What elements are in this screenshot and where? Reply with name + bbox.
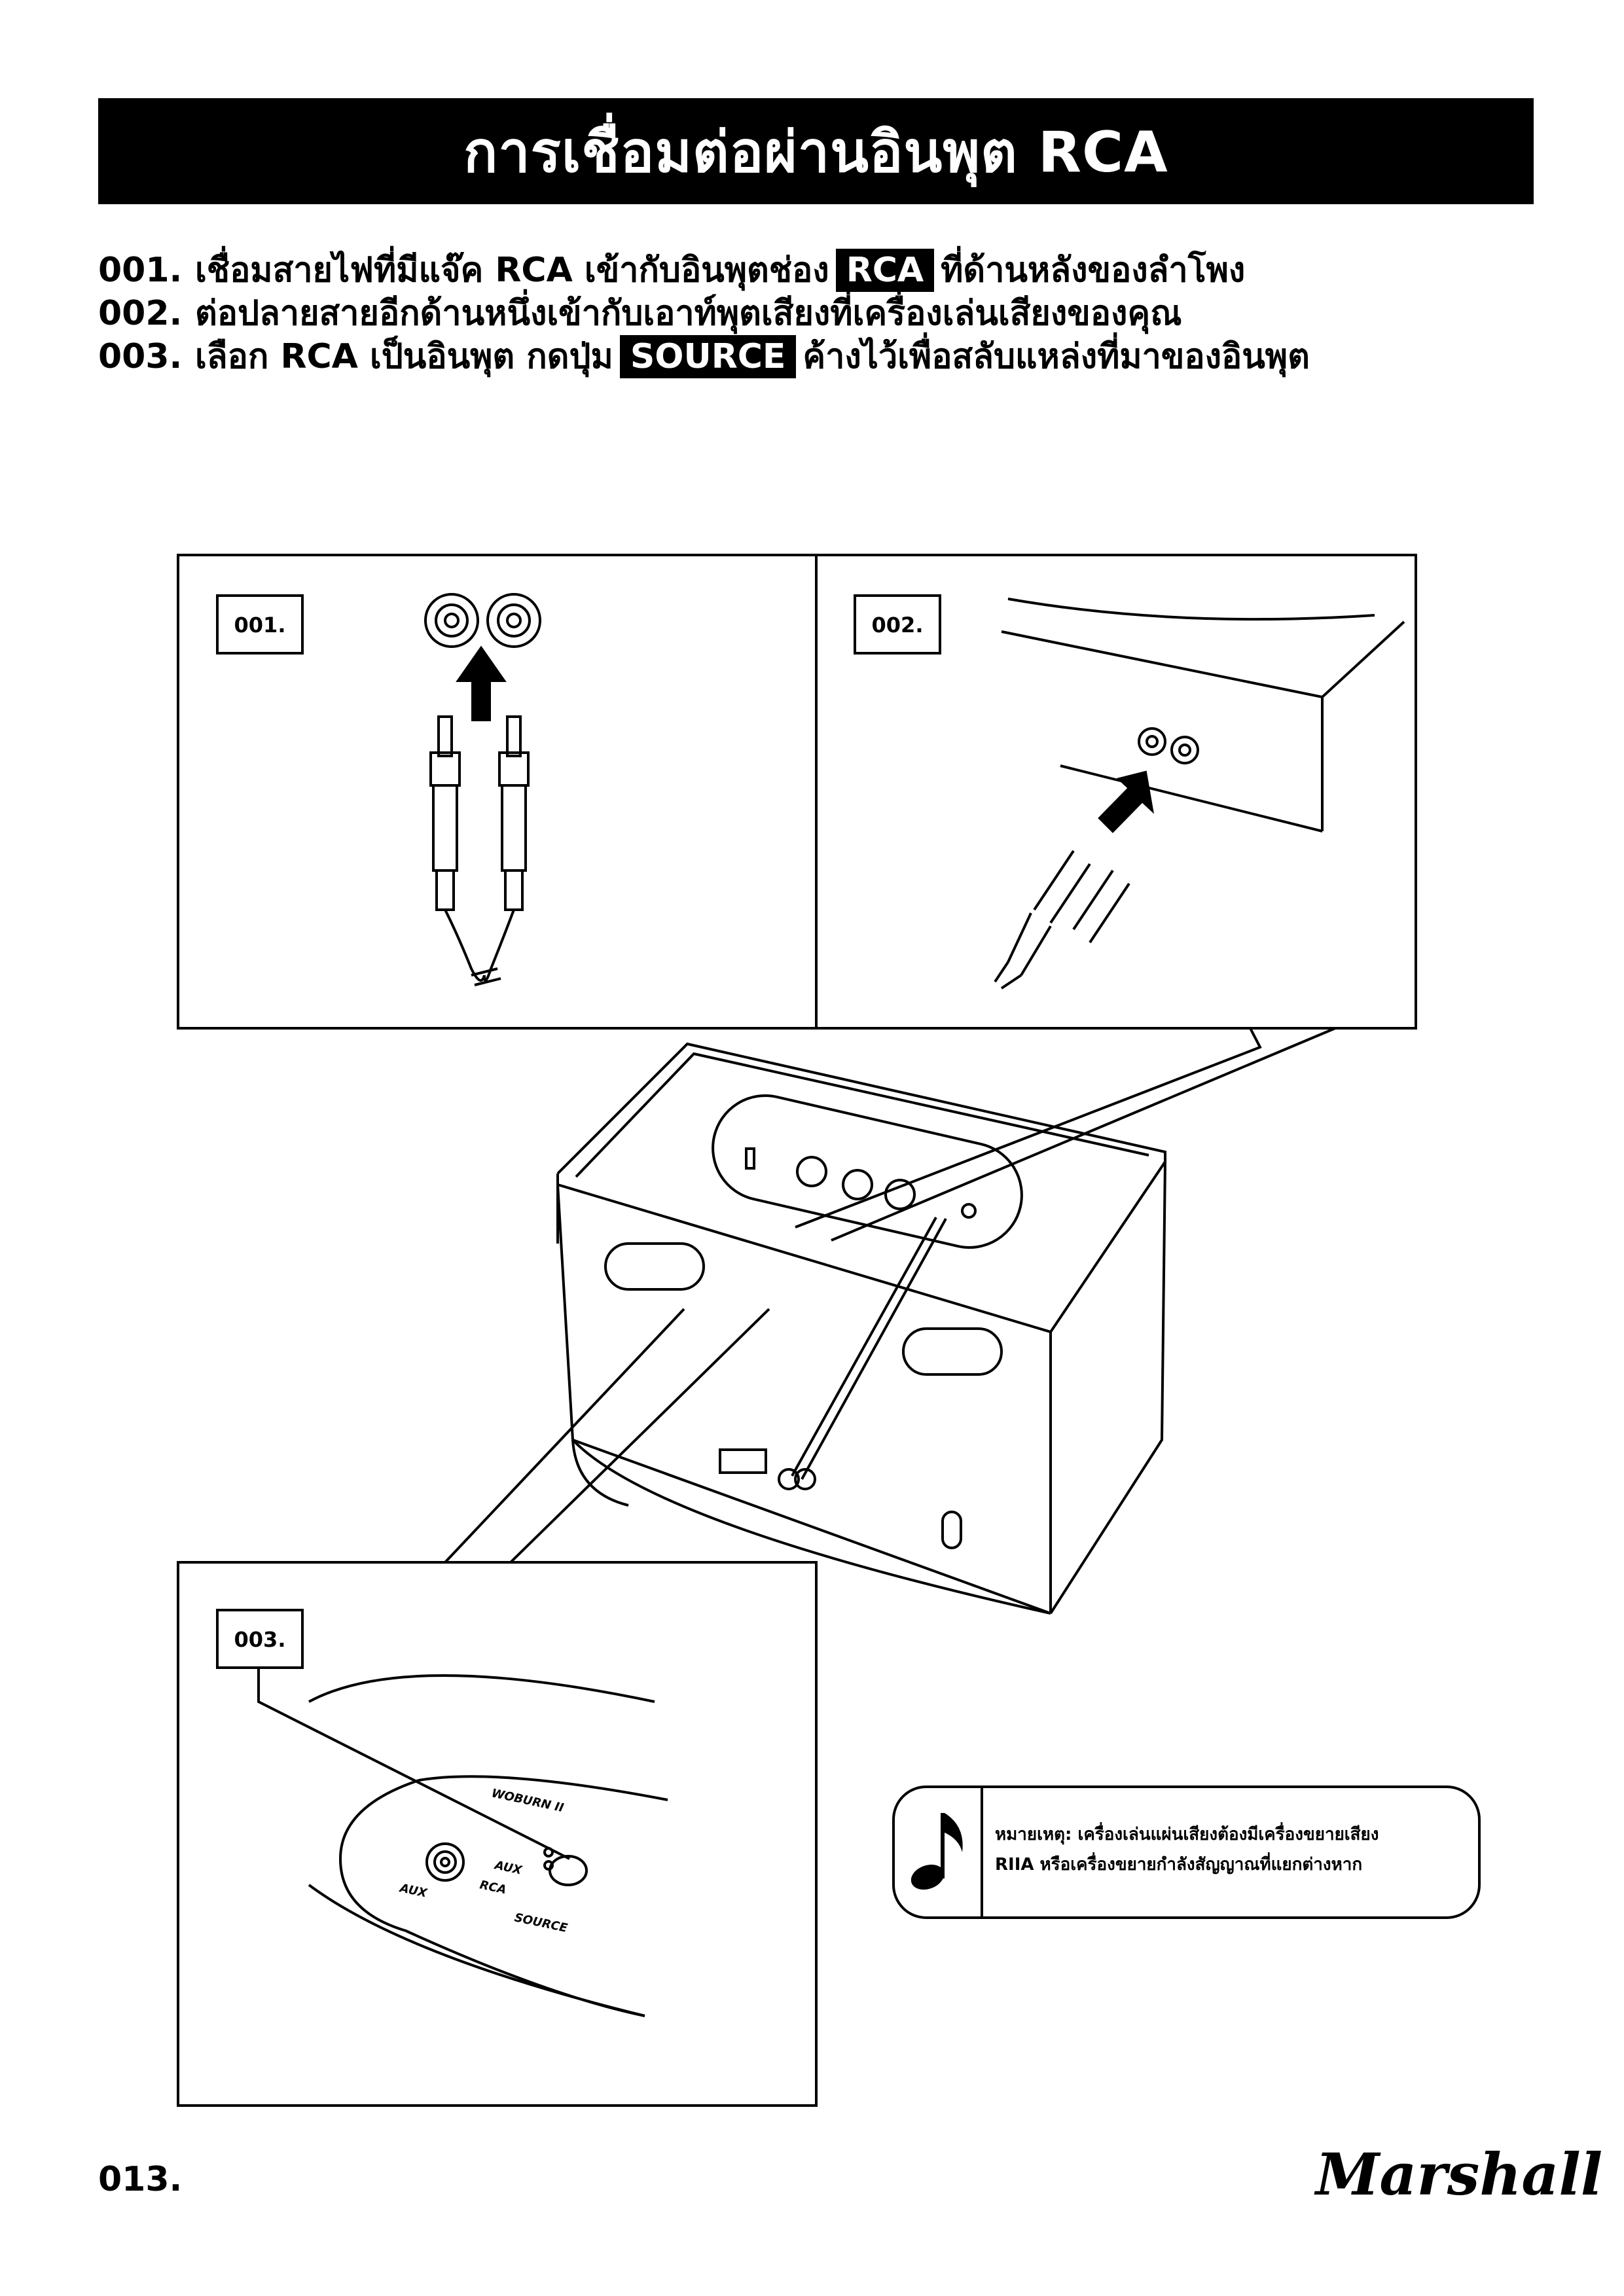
step-number: 002. (98, 294, 183, 333)
panel-002-label: 002. (871, 613, 924, 637)
marshall-logo: Marshall (1316, 2140, 1603, 2208)
step-highlight: SOURCE (620, 335, 797, 378)
aux-small-label: AUX (493, 1858, 524, 1878)
pointer-lines (792, 1217, 946, 1479)
turntable-icon (1001, 599, 1404, 831)
page-number: 013. (98, 2160, 183, 2199)
arrow-diagonal-icon (1100, 772, 1152, 831)
music-note-icon (907, 1813, 962, 1894)
step-text: ต่อปลายสายอีกด้านหนึ่งเข้ากับเอาท์พุตเสียงที่เครื่องเล่นเสียงของคุณ (195, 294, 1182, 333)
model-label: WOBURN II (490, 1786, 565, 1816)
step-text-end: ค้างไว้เพื่อสลับแหล่งที่มาของอินพุต (803, 337, 1310, 376)
callout-line (259, 1668, 569, 1859)
rca-label: RCA (478, 1878, 508, 1897)
speaker-icon (558, 1044, 1165, 1613)
rca-jacks-icon (425, 594, 540, 647)
note-line-2: RIIA หรือเครื่องขยายกำลังสัญญาณที่แยกต่างหาก (995, 1855, 1363, 1874)
control-panel-icon (309, 1676, 668, 2016)
arrow-up-icon (458, 648, 504, 720)
panel-001-label: 001. (234, 613, 286, 637)
step-text: เลือก RCA เป็นอินพุต กดปุ่ม (195, 337, 613, 376)
panel-003-label: 003. (234, 1627, 286, 1652)
rca-plugs-icon (431, 717, 528, 985)
step-number: 001. (98, 251, 183, 290)
step-highlight: RCA (836, 249, 934, 292)
rca-plugs-angled-icon (995, 851, 1129, 988)
step-text: เชื่อมสายไฟที่มีแจ๊ค RCA เข้ากับอินพุตช่อง (195, 251, 829, 290)
note-text (995, 1820, 1453, 1880)
step-text-end: ที่ด้านหลังของลำโพง (941, 251, 1246, 290)
source-label: SOURCE (513, 1910, 569, 1935)
aux-label: AUX (398, 1881, 429, 1901)
step-number: 003. (98, 337, 183, 376)
page-title: การเชื่อมต่อผ่านอินพุต RCA (463, 119, 1168, 185)
note-line-1: หมายเหตุ: เครื่องเล่นแผ่นเสียงต้องมีเครื่องขยายเสียง (995, 1825, 1379, 1844)
